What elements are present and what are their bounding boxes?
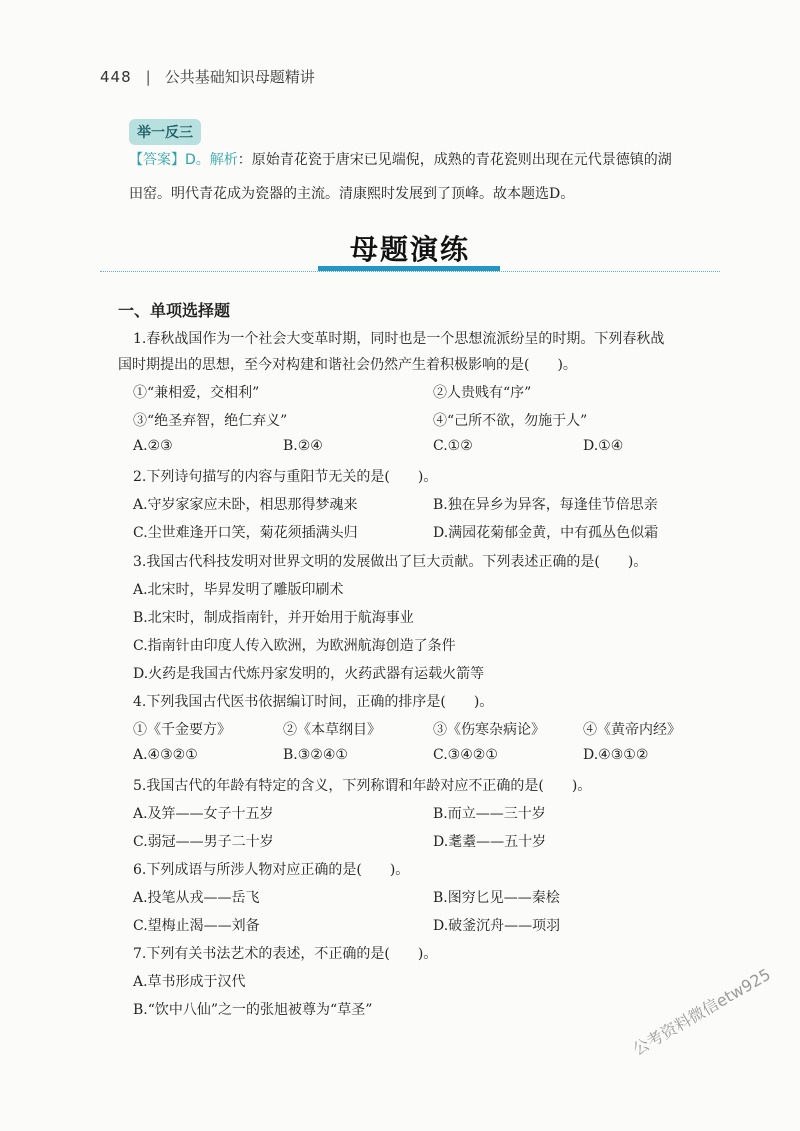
q1-item-3: ③“绝圣弃智，绝仁弃义” — [133, 413, 288, 429]
running-header — [100, 66, 315, 87]
q2-option-c: C.尘世难逢开口笑，菊花须插满头归 — [133, 525, 358, 541]
answer-line-1 — [129, 146, 721, 174]
q1-option-c: C.①② — [433, 438, 473, 454]
answer-line-2: 田窑。明代青花成为瓷器的主流。清康熙时发展到了顶峰。故本题选D。 — [129, 186, 575, 202]
section-title: 母题演练 — [349, 233, 470, 266]
q6-stem: 6.下列成语与所涉人物对应正确的是( )。 — [133, 862, 410, 878]
q3-option-b: B.北宋时，制成指南针，并开始用于航海事业 — [133, 610, 414, 626]
q3-option-c: C.指南针由印度人传入欧洲，为欧洲航海创造了条件 — [133, 638, 456, 654]
q3-option-a: A.北宋时，毕昇发明了雕版印刷术 — [133, 582, 344, 598]
example-badge: 举一反三 — [129, 119, 201, 145]
q4-option-a: A.④③②① — [133, 747, 198, 763]
q4-option-c: C.③④②① — [433, 747, 498, 763]
q6-option-b: B.图穷匕见——秦桧 — [433, 890, 560, 906]
q5-option-c: C.弱冠——男子二十岁 — [133, 834, 274, 850]
q1-item-1: ①“兼相爱，交相利” — [133, 385, 260, 401]
answer-text-1: ：原始青花瓷于唐宋已见端倪，成熟的青花瓷则出现在元代景德镇的湖 — [237, 152, 672, 168]
q4-item-4: ④《黄帝内经》 — [583, 722, 681, 738]
q4-item-2: ②《本草纲目》 — [283, 722, 381, 738]
q2-option-d: D.满园花菊郁金黄，中有孤丛色似霜 — [433, 525, 659, 541]
title-dotted-rule — [100, 271, 720, 272]
q7-stem: 7.下列有关书法艺术的表述，不正确的是( )。 — [133, 946, 438, 962]
q1-stem-2: 国时期提出的思想，至今对构建和谐社会仍然产生着积极影响的是( )。 — [118, 357, 577, 373]
q4-item-1: ①《千金要方》 — [133, 722, 231, 738]
q3-stem: 3.我国古代科技发明对世界文明的发展做出了巨大贡献。下列表述正确的是( )。 — [133, 554, 648, 570]
q5-stem: 5.我国古代的年龄有特定的含义，下列称谓和年龄对应不正确的是( )。 — [133, 778, 592, 794]
watermark: 公考资料微信etw925 — [629, 964, 774, 1060]
q5-option-a: A.及笄——女子十五岁 — [133, 806, 274, 822]
subsection-title: 一、单项选择题 — [118, 301, 231, 320]
q4-option-b: B.③②④① — [283, 747, 348, 763]
q4-stem: 4.下列我国古代医书依据编订时间，正确的排序是( )。 — [133, 694, 494, 710]
q6-option-c: C.望梅止渴——刘备 — [133, 918, 260, 934]
q1-option-d: D.①④ — [583, 438, 624, 454]
q6-option-d: D.破釜沉舟——项羽 — [433, 918, 561, 934]
page-number: 448 — [100, 68, 132, 86]
q7-option-a: A.草书形成于汉代 — [133, 974, 246, 990]
q5-option-d: D.耄耋——五十岁 — [433, 834, 547, 850]
q4-option-d: D.④③①② — [583, 747, 649, 763]
q1-option-b: B.②④ — [283, 438, 323, 454]
q1-item-2: ②人贵贱有“序” — [433, 385, 532, 401]
q7-option-b: B.“饮中八仙”之一的张旭被尊为“草圣” — [133, 1002, 373, 1018]
q2-option-b: B.独在异乡为异客，每逢佳节倍思亲 — [433, 497, 658, 513]
book-title: 公共基础知识母题精讲 — [164, 68, 315, 86]
answer-label: 【答案】D。解析 — [129, 152, 238, 168]
header-separator: | — [145, 68, 151, 86]
q6-option-a: A.投笔从戎——岳飞 — [133, 890, 260, 906]
section-heading — [100, 228, 720, 274]
q2-option-a: A.守岁家家应未卧，相思那得梦魂来 — [133, 497, 358, 513]
q3-option-d: D.火药是我国古代炼丹家发明的，火药武器有运载火箭等 — [133, 666, 485, 682]
q5-option-b: B.而立——三十岁 — [433, 806, 546, 822]
q1-item-4: ④“己所不欲，勿施于人” — [433, 413, 588, 429]
q1-stem-1: 1.春秋战国作为一个社会大变革时期，同时也是一个思想流派纷呈的时期。下列春秋战 — [133, 331, 665, 347]
q4-item-3: ③《伤寒杂病论》 — [433, 722, 545, 738]
q2-stem: 2.下列诗句描写的内容与重阳节无关的是( )。 — [133, 469, 438, 485]
q1-option-a: A.②③ — [133, 438, 173, 454]
